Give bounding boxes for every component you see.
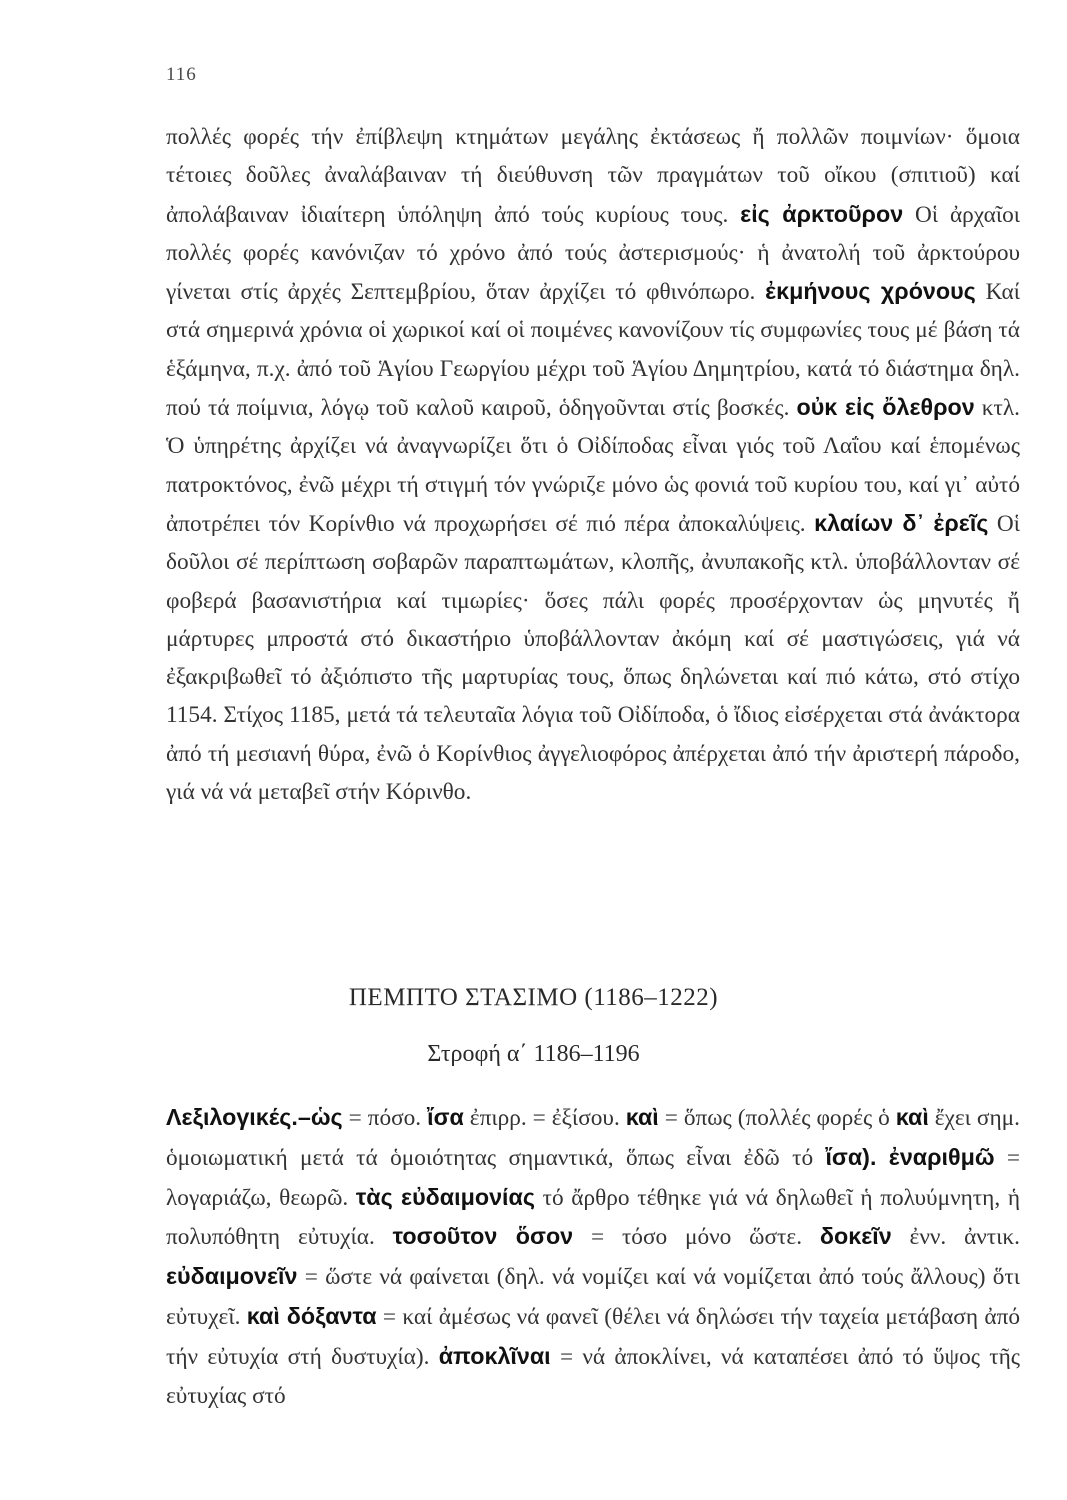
commentary-text: πολλές φορές τήν ἐπίβλεψη κτημάτων μεγάλης ἐκτάσεως ἤ πολλῶν ποιμνίων· ὅμοια τέτοιες δοῦλες ἀναλάβαιναν τή διεύθυνση τῶν πραγμάτων τοῦ οἴκου (σπιτιοῦ) καί ἀπολάβαιναν ἰδιαίτερη ὑπόληψη ἀπό τούς κυρίους τους.	[166, 124, 1020, 228]
commentary-text: Οἱ δοῦλοι σέ περίπτωση σοβαρῶν παραπτωμάτων, κλοπῆς, ἀνυπακοῆς κτλ. ὑποβάλλονταν σέ φοβερά βασανιστήρια καί τιμωρίες· ὅσες πάλι φορές προσέρχονταν ὡς μηνυτές ἤ μάρτυρες μπροστά στό δικαστήριο ὑποβάλλονταν ἀκόμη καί σέ μαστιγώσεις, γιά νά ἐξακριβωθεῖ τό ἀξιόπιστο τῆς μαρτυρίας τους, ὅπως δηλώνεται καί πιό κάτω, στό στίχο 1154. Στίχος 1185, μετά τά τελευταῖα λόγια τοῦ Οἰδίποδα, ὁ ἴδιος εἰσέρχεται στά ἀνάκτορα ἀπό τή μεσιανή θύρα, ἐνῶ ὁ Κορίνθιος ἀγγελιοφόρος ἀπέρχεται ἀπό τήν ἀριστερή πάροδο, γιά νά νά μεταβεῖ στήν Κόρινθο.	[166, 510, 1020, 806]
lexical-text: = καί ἀμέσως νά φανεῖ (θέλει νά δηλώσει τήν ταχεία μετάβαση ἀπό τήν εὐτυχία στή δυστυχία).	[166, 1303, 1020, 1370]
page-number: 116	[166, 64, 197, 85]
commentary-text: κτλ. Ὁ ὑπηρέτης ἀρχίζει νά ἀναγνωρίζει ὅτι ὁ Οἰδίποδας εἶναι γιός τοῦ Λαΐου καί ἑπομένως πατροκτόνος, ἐνῶ μέχρι τή στιγμή τόν γνώριζε μόνο ὡς φονιά τοῦ κυρίου του, καί γι᾽ αὐτό ἀποτρέπει τόν Κορίνθιο νά προχωρήσει σέ πιό πέρα ἀποκαλύψεις.	[166, 395, 1020, 537]
lexical-text: ἔχει σημ. ὁμοιωματική μετά τά ὁμοιότητας σημαντικά, ὅπως εἶναι ἐδῶ τό	[166, 1105, 1020, 1171]
lexical-headword: ἀποκλῖναι	[438, 1342, 551, 1369]
commentary-headword: ἐκμήνους χρόνους	[765, 278, 976, 305]
lexical-headword: ἴσα).	[825, 1143, 877, 1170]
commentary-paragraph	[166, 118, 1020, 811]
lexical-text: = ὅπως (πολλές φορές ὁ	[658, 1105, 890, 1131]
lexical-headword: τοσοῦτον ὅσον	[392, 1223, 574, 1250]
lexical-text: τό ἄρθρο τέθηκε γιά νά δηλωθεῖ ἡ πολυύμνητη, ἡ πολυπόθητη εὐτυχία.	[166, 1184, 1020, 1251]
lexical-text	[876, 1145, 888, 1171]
commentary-headword: κλαίων δ᾽ ἐρεῖς	[814, 509, 989, 536]
lexical-headword: ἐναριθμῶ	[888, 1143, 995, 1170]
lexical-headword: καὶ	[895, 1104, 929, 1130]
lexical-headword: δοκεῖν	[819, 1223, 892, 1250]
lexical-headword: εὐδαιμονεῖν	[166, 1263, 298, 1290]
lexical-headword: τὰς εὐδαιμονίας	[355, 1183, 535, 1210]
lexical-headword: Λεξιλογικές.–ὡς	[166, 1104, 343, 1130]
lexical-notes	[166, 1098, 1020, 1415]
lexical-headword: ἴσα	[427, 1104, 464, 1130]
lexical-headword: καὶ	[625, 1104, 659, 1130]
commentary-headword: εἰς ἀρκτοῦρον	[740, 200, 904, 227]
lexical-text: = πόσο.	[342, 1105, 422, 1131]
section-title: ΠΕΜΠΤΟ ΣΤΑΣΙΜΟ (1186–1222)	[348, 984, 719, 1011]
lexical-text: ἐπιρρ. = ἐξίσου.	[463, 1105, 620, 1131]
lexical-headword: καὶ δόξαντα	[246, 1302, 377, 1329]
section-subtitle: Στροφή α΄ 1186–1196	[427, 1041, 640, 1067]
lexical-text: = τόσο μόνο ὥστε.	[573, 1224, 803, 1251]
commentary-text: Καί στά σημερινά χρόνια οἱ χωρικοί καί οἱ ποιμένες κανονίζουν τίς συμφωνίες τους μέ βάση τά ἑξάμηνα, π.χ. ἀπό τοῦ Ἁγίου Γεωργίου μέχρι τοῦ Ἁγίου Δημητρίου, κατά τό διάστημα δηλ. πού τά ποίμνια, λόγῳ τοῦ καλοῦ καιροῦ, ὁδηγοῦνται στίς βοσκές.	[166, 279, 1020, 422]
lexical-text: ἐνν. ἀντικ.	[891, 1224, 1020, 1251]
commentary-headword: οὐκ εἰς ὄλεθρον	[796, 394, 975, 421]
lexical-text: = νά ἀποκλίνει, νά καταπέσει ἀπό τό ὕψος τῆς εὐτυχίας στό	[166, 1343, 1021, 1409]
lexical-text: = λογαριάζω, θεωρῶ.	[166, 1144, 1020, 1211]
commentary-text: Οἱ ἀρχαῖοι πολλές φορές κανόνιζαν τό χρόνο ἀπό τούς ἀστερισμούς· ἡ ἀνατολή τοῦ ἀρκτούρου γίνεται στίς ἀρχές Σεπτεμβρίου, ὅταν ἀρχίζει τό φθινόπωρο.	[166, 201, 1021, 306]
lexical-text: = ὥστε νά φαίνεται (δηλ. νά νομίζει καί νά νομίζεται ἀπό τούς ἄλλους) ὅτι εὐτυχεῖ.	[166, 1264, 1020, 1330]
